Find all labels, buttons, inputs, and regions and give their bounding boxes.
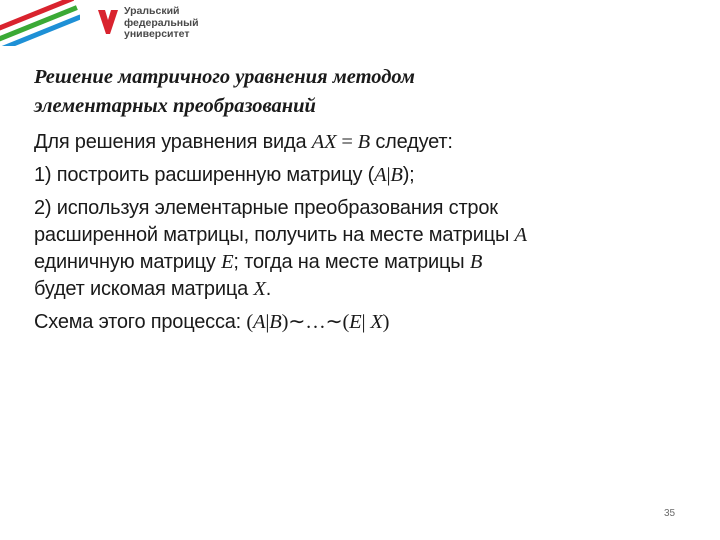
- p3-line3-rest: ; тогда на месте матрицы: [233, 251, 470, 273]
- p4-open2: (: [342, 311, 350, 333]
- p4-a: A: [253, 311, 266, 333]
- p1-text-a: Для решения уравнения вида: [34, 131, 312, 153]
- p2-bar: |: [386, 164, 391, 186]
- slide-title-line-2: элементарных преобразований: [34, 95, 316, 117]
- p1-eq-ax: AX: [311, 131, 337, 153]
- p4-tilde2: ∼: [325, 311, 343, 333]
- paragraph-step-2: [34, 195, 684, 303]
- p4-bar1: |: [265, 311, 270, 333]
- p2-b: B: [390, 164, 403, 186]
- p3-line2-text: расширенной матрицы, получить на месте матрицы: [34, 224, 515, 246]
- p3-line-2: [34, 222, 684, 249]
- p4-dots: …: [305, 311, 326, 333]
- p4-tilde1: ∼: [288, 311, 306, 333]
- p1-text-b: следует:: [370, 131, 453, 153]
- p1-eq-sign: =: [336, 131, 358, 153]
- p3-line4-var: X: [253, 278, 266, 300]
- p2-end: );: [402, 164, 415, 186]
- page-number: 35: [664, 508, 676, 519]
- p4-text: Схема этого процесса:: [34, 311, 247, 333]
- university-emblem-icon: [97, 8, 119, 36]
- p3-line4-end: .: [265, 278, 272, 300]
- p3-line-3: [34, 249, 684, 276]
- university-name: [124, 6, 199, 41]
- p3-line4-text: будет искомая матрица: [34, 278, 254, 300]
- p2-a: A: [374, 164, 387, 186]
- p3-line3-var2: B: [469, 251, 483, 273]
- logo-stripes: [0, 0, 80, 46]
- paragraph-process-scheme: [34, 309, 684, 336]
- p3-line-1: 2) используя элементарные преобразования строк: [34, 197, 498, 219]
- slide-title: [34, 63, 684, 121]
- p3-line-4: [34, 276, 684, 303]
- p4-close1: ): [281, 311, 289, 333]
- paragraph-equation-form: [34, 129, 684, 156]
- p4-open1: (: [246, 311, 254, 333]
- p1-eq-b: B: [357, 131, 370, 153]
- university-name-line-2: федеральный: [124, 16, 199, 29]
- university-name-line-1: Уральский: [124, 5, 180, 17]
- p3-line3-text: единичную матрицу: [34, 251, 222, 273]
- slide-title-line-1: Решение матричного уравнения методом: [34, 66, 415, 88]
- university-name-line-3: университет: [124, 28, 190, 40]
- p4-e: E: [349, 311, 362, 333]
- p4-bar2: |: [361, 311, 371, 333]
- p3-line2-var: A: [514, 224, 527, 246]
- paragraph-step-1: [34, 162, 684, 189]
- p4-x: X: [370, 311, 383, 333]
- p4-b: B: [269, 311, 282, 333]
- slide-content: [34, 63, 684, 342]
- p2-text: 1) построить расширенную матрицу (: [34, 164, 375, 186]
- p3-line3-var: E: [221, 251, 234, 273]
- p4-close2: ): [382, 311, 390, 333]
